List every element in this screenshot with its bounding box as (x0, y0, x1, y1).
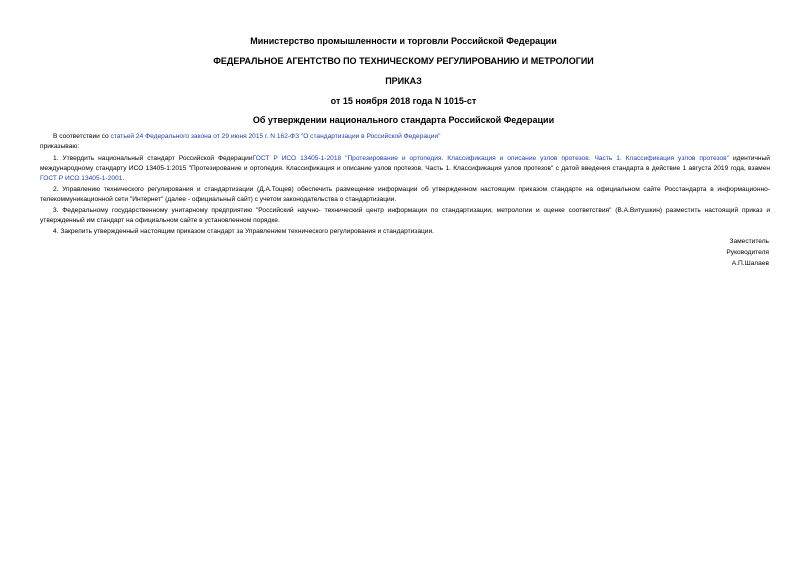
item-1-prefix: 1. Утвердить национальный стандарт Российской Федерации (53, 155, 253, 162)
prikazyvayu-text: приказываю: (40, 143, 80, 150)
item-2-paragraph: 2. Управлению технического регулирования и стандартизации (Д.А.Тощев) обеспечить размещение информации об утвержденном настоящим приказом стандарте на официальном сайте Росстандарта в информационно-телекоммуникационной сети "Интернет" (далее - официальный сайт) с учетом законодательства о стандартизации. (40, 186, 770, 203)
gost-2018-link[interactable]: ГОСТ Р ИСО 13405-1-2018 "Протезирование и ортопедия. Классификация и описание узлов протезов. Часть 1. Классификация узлов протезов" (252, 155, 730, 162)
document-title: Об утверждении национального стандарта Российской Федерации (252, 115, 555, 125)
item-1-end: . (122, 175, 125, 182)
ministry-name: Министерство промышленности и торговли Российской Федерации (250, 36, 557, 46)
document-date-number: от 15 ноября 2018 года N 1015-ст (330, 96, 477, 106)
signature-name: А.П.Шалаев (731, 260, 769, 267)
signature-position-line2: Руководителя (726, 249, 769, 256)
item-4-paragraph: 4. Закрепить утвержденный настоящим приказом стандарт за Управлением технического регулирования и стандартизации. (53, 228, 434, 235)
document-type: ПРИКАЗ (385, 76, 422, 86)
item-1-paragraph (40, 154, 770, 184)
agency-name: ФЕДЕРАЛЬНОЕ АГЕНТСТВО ПО ТЕХНИЧЕСКОМУ РЕГУЛИРОВАНИЮ И МЕТРОЛОГИИ (213, 56, 594, 66)
item-1-middle: идентичный международному стандарту ИСО 13405-1:2015 "Протезирование и ортопедия. Классификация и описание узлов протезов. Часть 1. Классификация узлов протезов" с датой введения стандарта в действие 1 августа 2019 года, взамен (40, 155, 770, 172)
intro-prefix: В соответствии со (53, 133, 111, 140)
federal-law-link[interactable]: статьей 24 Федерального закона от 29 июня 2015 г. N 162-ФЗ "О стандартизации в Российской Федерации" (110, 133, 441, 140)
item-3-paragraph: 3. Федеральному государственному унитарному предприятию "Российский научно- технический центр информации по стандартизации, метрологии и оценке соответствия" (В.А.Витушкин) разместить настоящий приказ и утвержденный им стандарт на официальном сайте в установленном порядке. (40, 207, 770, 224)
intro-paragraph (40, 132, 770, 142)
signature-position-line1: Заместитель (729, 238, 769, 245)
gost-2001-link[interactable]: ГОСТ Р ИСО 13405-1-2001 (40, 175, 123, 182)
